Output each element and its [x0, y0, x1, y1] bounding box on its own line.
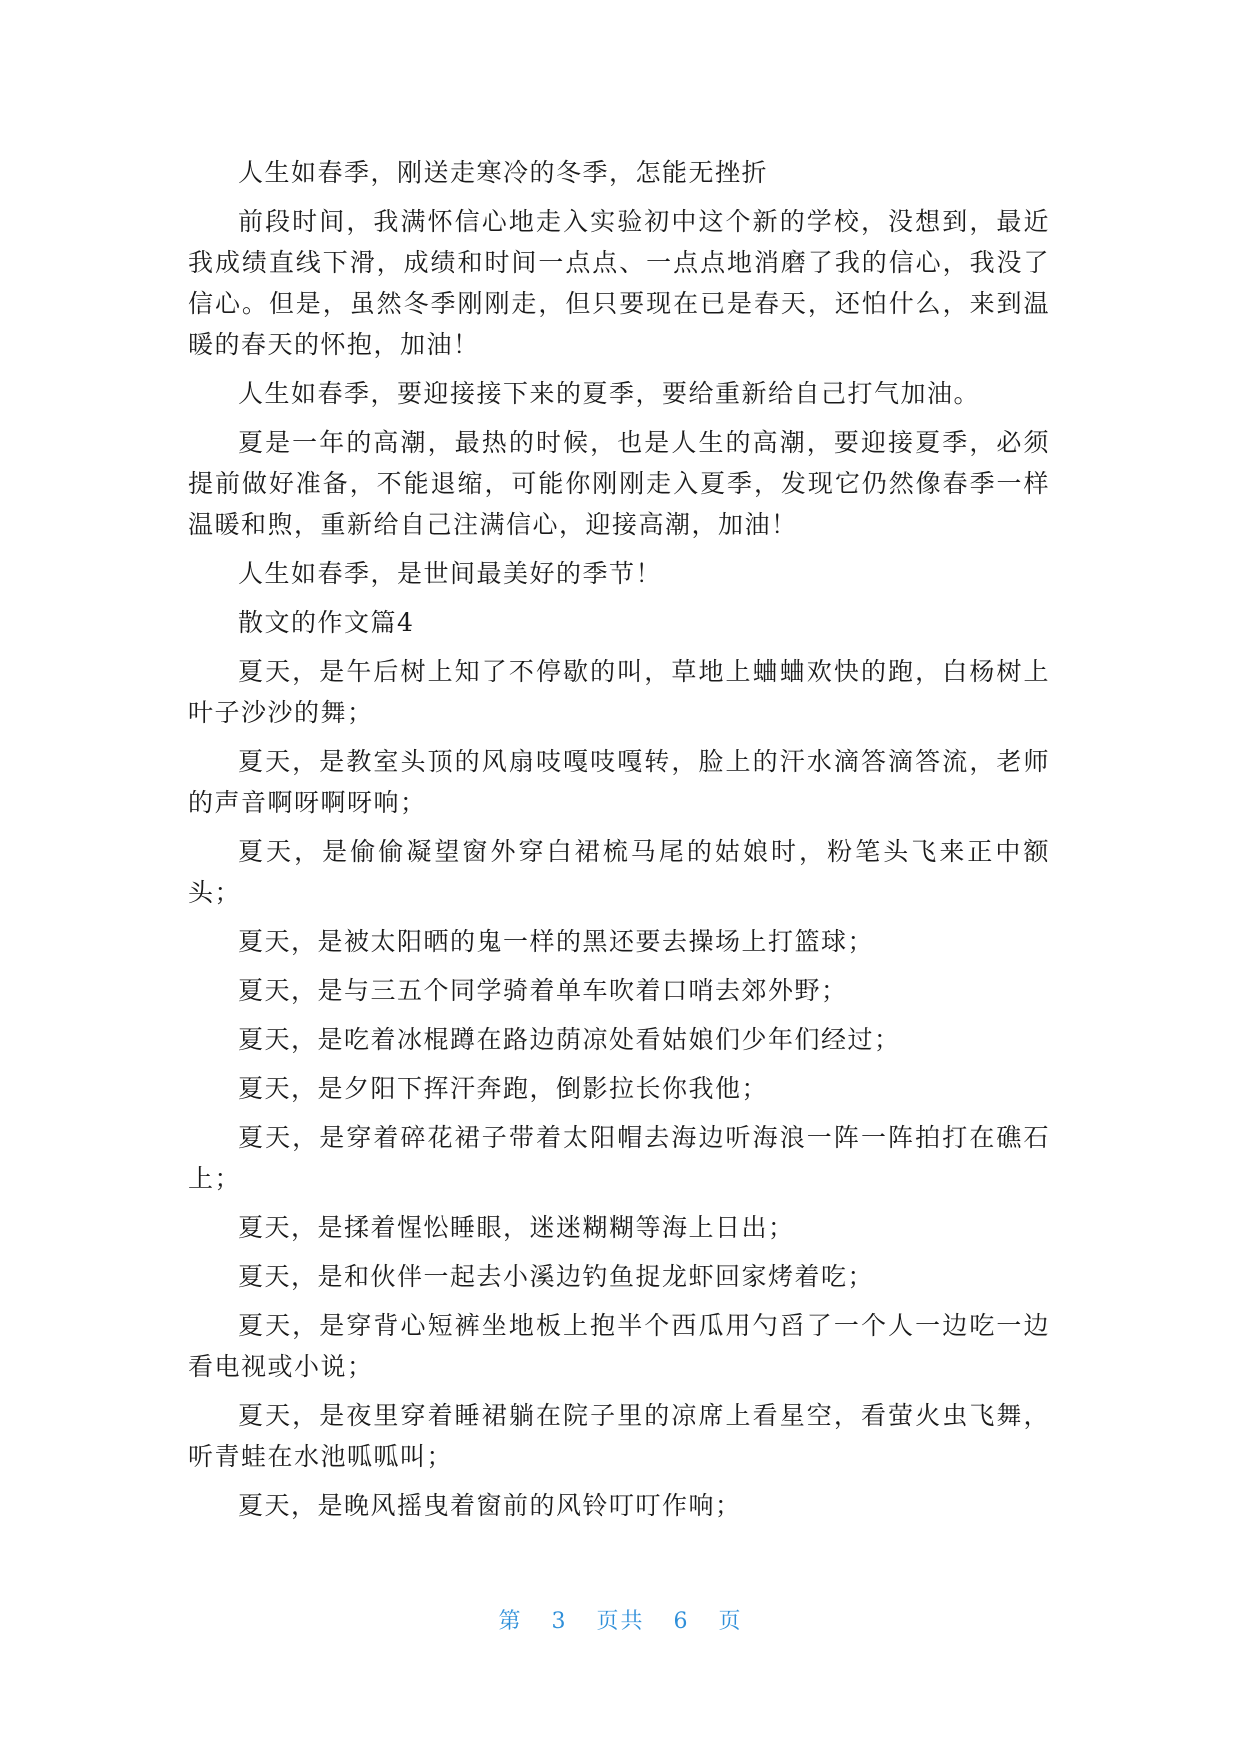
paragraph: 夏天，是偷偷凝望窗外穿白裙梳马尾的姑娘时，粉笔头飞来正中额头； — [188, 837, 1050, 907]
footer-word-page: 第 — [498, 1609, 523, 1634]
paragraph: 夏天，是穿背心短裤坐地板上抱半个西瓜用勺舀了一个人一边吃一边看电视或小说； — [188, 1311, 1050, 1381]
footer-word-of: 页共 — [596, 1609, 645, 1634]
document-body — [188, 152, 1050, 1534]
paragraph: 夏天，是吃着冰棍蹲在路边荫凉处看姑娘们少年们经过； — [238, 1025, 901, 1054]
footer-total-pages: 6 — [673, 1609, 690, 1634]
page-footer — [0, 1604, 1241, 1635]
footer-word-page-end: 页 — [718, 1609, 743, 1634]
paragraph: 夏天，是被太阳晒的鬼一样的黑还要去操场上打篮球； — [238, 927, 875, 956]
paragraph: 夏天，是揉着惺忪睡眼，迷迷糊糊等海上日出； — [238, 1213, 795, 1242]
footer-current-page: 3 — [551, 1609, 568, 1634]
paragraph: 夏是一年的高潮，最热的时候，也是人生的高潮，要迎接夏季，必须提前做好准备，不能退缩，可能你刚刚走入夏季，发现它仍然像春季一样温暖和煦，重新给自己注满信心，迎接高潮，加油！ — [188, 428, 1050, 539]
paragraph: 人生如春季，要迎接接下来的夏季，要给重新给自己打气加油。 — [238, 379, 981, 408]
paragraph: 夏天，是和伙伴一起去小溪边钓鱼捉龙虾回家烤着吃； — [238, 1262, 875, 1291]
paragraph: 前段时间，我满怀信心地走入实验初中这个新的学校，没想到，最近我成绩直线下滑，成绩和时间一点点、一点点地消磨了我的信心，我没了信心。但是，虽然冬季刚刚走，但只要现在已是春天，还怕什么，来到温暖的春天的怀抱，加油！ — [188, 207, 1050, 359]
paragraph: 夏天，是晚风摇曳着窗前的风铃叮叮作响； — [238, 1491, 742, 1520]
paragraph: 夏天，是教室头顶的风扇吱嘎吱嘎转，脸上的汗水滴答滴答流，老师的声音啊呀啊呀响； — [188, 747, 1050, 817]
paragraph: 夏天，是午后树上知了不停歇的叫，草地上蛐蛐欢快的跑，白杨树上叶子沙沙的舞； — [188, 657, 1050, 727]
paragraph: 夏天，是与三五个同学骑着单车吹着口哨去郊外野； — [238, 976, 848, 1005]
section-heading: 散文的作文篇4 — [238, 608, 415, 637]
paragraph: 夏天，是夕阳下挥汗奔跑，倒影拉长你我他； — [238, 1074, 769, 1103]
paragraph: 夏天，是穿着碎花裙子带着太阳帽去海边听海浪一阵一阵拍打在礁石上； — [188, 1123, 1050, 1193]
paragraph: 夏天，是夜里穿着睡裙躺在院子里的凉席上看星空，看萤火虫飞舞，听青蛙在水池呱呱叫； — [188, 1401, 1050, 1471]
paragraph: 人生如春季，是世间最美好的季节！ — [238, 559, 663, 588]
paragraph: 人生如春季，刚送走寒冷的冬季，怎能无挫折 — [238, 158, 769, 187]
